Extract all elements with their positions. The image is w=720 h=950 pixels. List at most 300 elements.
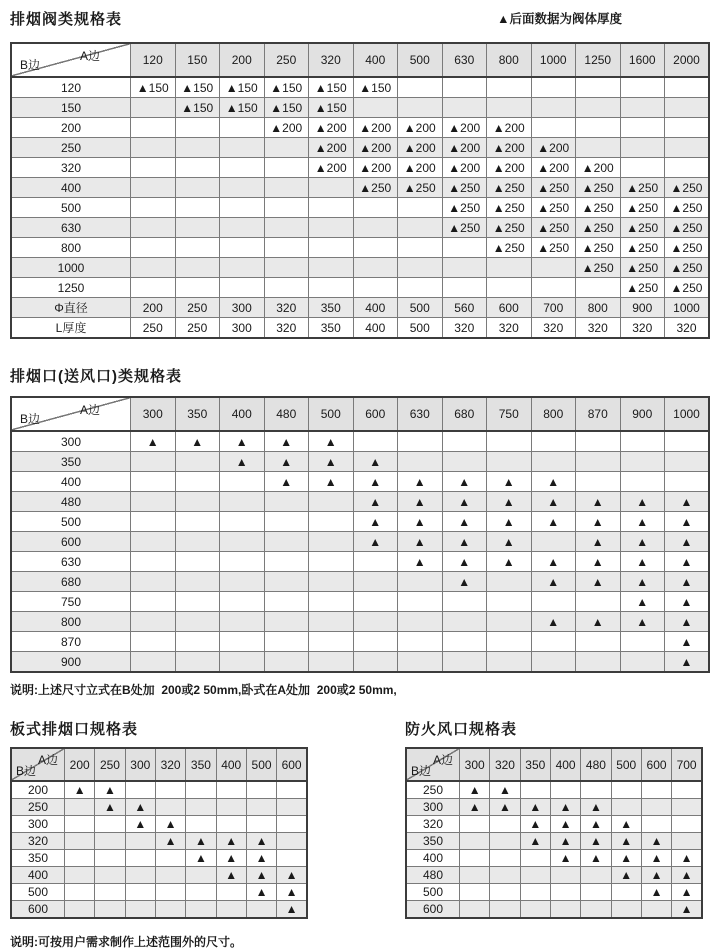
- empty-cell: [665, 98, 710, 118]
- empty-cell: [611, 901, 641, 919]
- spec-cell: ▲: [531, 472, 576, 492]
- empty-cell: [95, 816, 125, 833]
- spec-cell: ▲: [490, 781, 520, 799]
- empty-cell: [246, 816, 276, 833]
- table-row: [11, 431, 709, 452]
- table-row: [11, 238, 709, 258]
- empty-cell: [131, 198, 176, 218]
- spec-cell: ▲: [531, 492, 576, 512]
- spec-cell: ▲: [581, 833, 611, 850]
- empty-cell: [641, 799, 671, 816]
- empty-cell: [442, 278, 487, 298]
- empty-cell: [520, 781, 550, 799]
- empty-cell: [309, 652, 354, 673]
- spec-cell: ▲250: [531, 198, 576, 218]
- empty-cell: [531, 652, 576, 673]
- empty-cell: [309, 198, 354, 218]
- empty-cell: [487, 592, 532, 612]
- empty-cell: [95, 850, 125, 867]
- empty-cell: [442, 452, 487, 472]
- table-row: [406, 884, 702, 901]
- column-header: 320: [309, 43, 354, 77]
- spec-cell: ▲250: [665, 198, 710, 218]
- empty-cell: [665, 431, 710, 452]
- empty-cell: [487, 278, 532, 298]
- empty-cell: [620, 77, 665, 98]
- spec-cell: ▲: [665, 652, 710, 673]
- empty-cell: [611, 884, 641, 901]
- empty-cell: [442, 612, 487, 632]
- empty-cell: [264, 258, 309, 278]
- a-side-label: A边: [37, 753, 58, 767]
- column-header: 870: [576, 397, 621, 431]
- spec-cell: ▲: [442, 532, 487, 552]
- empty-cell: [487, 452, 532, 472]
- empty-cell: [175, 632, 220, 652]
- fire-damper-outlet-spec-table: [405, 747, 703, 919]
- table-row: [406, 781, 702, 799]
- column-header: 500: [611, 748, 641, 781]
- spec-cell: ▲: [665, 532, 710, 552]
- empty-cell: [665, 77, 710, 98]
- column-header: 1600: [620, 43, 665, 77]
- empty-cell: [487, 612, 532, 632]
- empty-cell: [672, 816, 702, 833]
- empty-cell: [175, 218, 220, 238]
- empty-cell: [186, 816, 216, 833]
- spec-cell: ▲: [309, 452, 354, 472]
- table-row: [11, 278, 709, 298]
- column-header: 400: [216, 748, 246, 781]
- spec-cell: ▲: [264, 472, 309, 492]
- empty-cell: [131, 572, 176, 592]
- empty-cell: [186, 799, 216, 816]
- empty-cell: [220, 592, 265, 612]
- spec-cell: ▲: [520, 816, 550, 833]
- spec-cell: ▲: [665, 632, 710, 652]
- column-header: 700: [672, 748, 702, 781]
- spec-cell: ▲200: [487, 118, 532, 138]
- empty-cell: [246, 799, 276, 816]
- empty-cell: [175, 572, 220, 592]
- empty-cell: [353, 431, 398, 452]
- row-header: 500: [11, 884, 65, 901]
- empty-cell: [220, 632, 265, 652]
- spec-cell: ▲: [550, 816, 580, 833]
- empty-cell: [353, 552, 398, 572]
- empty-cell: [442, 77, 487, 98]
- spec-cell: ▲: [620, 612, 665, 632]
- table-row: [11, 816, 307, 833]
- column-header: 1000: [531, 43, 576, 77]
- empty-cell: [576, 118, 621, 138]
- empty-cell: [620, 652, 665, 673]
- spec-cell: ▲: [665, 572, 710, 592]
- empty-cell: [442, 632, 487, 652]
- column-header: 600: [353, 397, 398, 431]
- spec-cell: 320: [665, 318, 710, 339]
- spec-cell: 250: [175, 298, 220, 318]
- bottom-note: 说明:可按用户需求制作上述范围外的尺寸。: [10, 935, 242, 949]
- spec-cell: ▲: [550, 833, 580, 850]
- empty-cell: [220, 198, 265, 218]
- empty-cell: [220, 138, 265, 158]
- spec-cell: ▲250: [487, 218, 532, 238]
- spec-cell: ▲: [95, 799, 125, 816]
- column-header: 500: [246, 748, 276, 781]
- empty-cell: [65, 799, 95, 816]
- row-header: 300: [406, 799, 460, 816]
- empty-cell: [309, 512, 354, 532]
- empty-cell: [264, 198, 309, 218]
- empty-cell: [353, 198, 398, 218]
- column-header: 1000: [665, 397, 710, 431]
- empty-cell: [125, 867, 155, 884]
- empty-cell: [641, 781, 671, 799]
- spec-cell: ▲250: [531, 218, 576, 238]
- empty-cell: [398, 218, 443, 238]
- empty-cell: [95, 901, 125, 919]
- table-row: [11, 592, 709, 612]
- empty-cell: [576, 278, 621, 298]
- spec-cell: ▲: [216, 867, 246, 884]
- empty-cell: [186, 901, 216, 919]
- empty-cell: [442, 652, 487, 673]
- spec-cell: ▲: [576, 612, 621, 632]
- empty-cell: [216, 781, 246, 799]
- empty-cell: [550, 884, 580, 901]
- empty-cell: [442, 431, 487, 452]
- spec-cell: ▲: [531, 512, 576, 532]
- spec-cell: ▲: [216, 833, 246, 850]
- empty-cell: [460, 867, 490, 884]
- spec-cell: ▲200: [531, 138, 576, 158]
- column-header: 800: [531, 397, 576, 431]
- empty-cell: [309, 238, 354, 258]
- empty-cell: [487, 77, 532, 98]
- spec-cell: 320: [442, 318, 487, 339]
- spec-cell: ▲: [611, 833, 641, 850]
- empty-cell: [175, 258, 220, 278]
- spec-cell: ▲200: [309, 118, 354, 138]
- row-header: 600: [11, 901, 65, 919]
- a-side-label: A边: [432, 753, 453, 767]
- spec-cell: ▲200: [353, 158, 398, 178]
- empty-cell: [581, 884, 611, 901]
- empty-cell: [175, 612, 220, 632]
- fire-outlet-section: [405, 718, 703, 919]
- empty-cell: [531, 431, 576, 452]
- row-header: L厚度: [11, 318, 131, 339]
- table-row: [11, 532, 709, 552]
- empty-cell: [611, 799, 641, 816]
- empty-cell: [665, 158, 710, 178]
- row-header: 630: [11, 552, 131, 572]
- empty-cell: [131, 552, 176, 572]
- empty-cell: [353, 652, 398, 673]
- row-header: 400: [11, 178, 131, 198]
- column-header: 200: [65, 748, 95, 781]
- empty-cell: [620, 472, 665, 492]
- spec-cell: 200: [131, 298, 176, 318]
- empty-cell: [576, 652, 621, 673]
- column-header: 500: [309, 397, 354, 431]
- empty-cell: [611, 781, 641, 799]
- column-header: 250: [95, 748, 125, 781]
- empty-cell: [175, 532, 220, 552]
- column-header: 120: [131, 43, 176, 77]
- empty-cell: [175, 178, 220, 198]
- spec-cell: ▲150: [264, 98, 309, 118]
- spec-cell: ▲250: [398, 178, 443, 198]
- section1-header: [10, 8, 710, 29]
- spec-cell: ▲200: [576, 158, 621, 178]
- row-header: 900: [11, 652, 131, 673]
- empty-cell: [264, 238, 309, 258]
- plate-smoke-outlet-spec-table: [10, 747, 308, 919]
- empty-cell: [531, 632, 576, 652]
- spec-cell: ▲: [576, 552, 621, 572]
- b-side-label: B边: [20, 412, 41, 426]
- spec-cell: ▲: [353, 452, 398, 472]
- b-side-label: B边: [411, 764, 432, 778]
- corner-diagonal-cell: [11, 43, 131, 77]
- spec-cell: ▲: [665, 512, 710, 532]
- spec-cell: ▲250: [576, 198, 621, 218]
- empty-cell: [220, 532, 265, 552]
- spec-cell: ▲150: [220, 77, 265, 98]
- column-header: 300: [131, 397, 176, 431]
- spec-cell: 1000: [665, 298, 710, 318]
- empty-cell: [220, 238, 265, 258]
- table4-title: 防火风口规格表: [405, 721, 518, 738]
- table-row: [11, 492, 709, 512]
- empty-cell: [620, 431, 665, 452]
- row-header: 800: [11, 238, 131, 258]
- empty-cell: [125, 884, 155, 901]
- empty-cell: [520, 850, 550, 867]
- spec-cell: ▲: [309, 431, 354, 452]
- spec-cell: 400: [353, 318, 398, 339]
- spec-cell: ▲: [246, 867, 276, 884]
- spec-cell: ▲: [611, 867, 641, 884]
- column-header: 250: [264, 43, 309, 77]
- table3-title: 板式排烟口规格表: [10, 721, 139, 738]
- spec-cell: ▲: [264, 452, 309, 472]
- plate-outlet-section: [10, 718, 308, 919]
- empty-cell: [155, 850, 185, 867]
- empty-cell: [131, 98, 176, 118]
- empty-cell: [460, 884, 490, 901]
- column-header: 2000: [665, 43, 710, 77]
- empty-cell: [581, 901, 611, 919]
- empty-cell: [186, 867, 216, 884]
- table-row: [11, 572, 709, 592]
- spec-cell: ▲200: [442, 158, 487, 178]
- spec-cell: ▲250: [576, 258, 621, 278]
- empty-cell: [131, 472, 176, 492]
- spec-cell: ▲200: [487, 158, 532, 178]
- column-header: 400: [353, 43, 398, 77]
- empty-cell: [220, 472, 265, 492]
- spec-cell: ▲: [216, 850, 246, 867]
- mid-note: 说明:上述尺寸立式在B处加 200或2 50mm,卧式在A处加 200或2 50mm,: [10, 683, 397, 697]
- column-header: 350: [175, 397, 220, 431]
- empty-cell: [442, 592, 487, 612]
- spec-cell: ▲200: [531, 158, 576, 178]
- spec-cell: ▲: [65, 781, 95, 799]
- spec-cell: ▲250: [531, 178, 576, 198]
- empty-cell: [487, 431, 532, 452]
- row-header: Φ直径: [11, 298, 131, 318]
- spec-cell: 350: [309, 298, 354, 318]
- spec-cell: 320: [531, 318, 576, 339]
- empty-cell: [398, 652, 443, 673]
- empty-cell: [576, 632, 621, 652]
- spec-cell: ▲: [398, 552, 443, 572]
- spec-cell: 500: [398, 298, 443, 318]
- spec-cell: ▲: [442, 512, 487, 532]
- spec-cell: ▲: [581, 799, 611, 816]
- empty-cell: [487, 98, 532, 118]
- spec-cell: ▲: [641, 850, 671, 867]
- column-header: 480: [264, 397, 309, 431]
- empty-cell: [264, 218, 309, 238]
- row-header: 1000: [11, 258, 131, 278]
- column-header: 800: [487, 43, 532, 77]
- spec-cell: ▲: [487, 472, 532, 492]
- spec-cell: ▲150: [264, 77, 309, 98]
- spec-cell: ▲: [155, 816, 185, 833]
- spec-cell: ▲: [353, 512, 398, 532]
- spec-cell: ▲200: [309, 158, 354, 178]
- row-header: 350: [11, 452, 131, 472]
- spec-cell: 900: [620, 298, 665, 318]
- table-row: [11, 512, 709, 532]
- empty-cell: [65, 816, 95, 833]
- empty-cell: [131, 612, 176, 632]
- spec-cell: ▲200: [264, 118, 309, 138]
- empty-cell: [246, 901, 276, 919]
- empty-cell: [220, 258, 265, 278]
- table-row: [11, 218, 709, 238]
- empty-cell: [487, 572, 532, 592]
- empty-cell: [220, 652, 265, 673]
- table-row: [11, 98, 709, 118]
- column-header: 900: [620, 397, 665, 431]
- empty-cell: [131, 238, 176, 258]
- spec-cell: ▲250: [442, 198, 487, 218]
- row-header: 350: [406, 833, 460, 850]
- empty-cell: [309, 492, 354, 512]
- empty-cell: [576, 592, 621, 612]
- spec-cell: ▲: [125, 816, 155, 833]
- empty-cell: [175, 138, 220, 158]
- spec-cell: ▲200: [398, 158, 443, 178]
- empty-cell: [576, 77, 621, 98]
- empty-cell: [353, 592, 398, 612]
- column-header: 150: [175, 43, 220, 77]
- empty-cell: [131, 452, 176, 472]
- spec-cell: ▲: [611, 816, 641, 833]
- empty-cell: [216, 799, 246, 816]
- empty-cell: [131, 592, 176, 612]
- row-header: 200: [11, 781, 65, 799]
- spec-cell: ▲: [531, 612, 576, 632]
- empty-cell: [531, 77, 576, 98]
- empty-cell: [641, 901, 671, 919]
- spec-cell: 500: [398, 318, 443, 339]
- empty-cell: [309, 532, 354, 552]
- spec-cell: ▲: [665, 552, 710, 572]
- empty-cell: [576, 452, 621, 472]
- column-header: 680: [442, 397, 487, 431]
- empty-cell: [309, 552, 354, 572]
- spec-cell: ▲200: [398, 138, 443, 158]
- empty-cell: [309, 178, 354, 198]
- row-header: 480: [406, 867, 460, 884]
- corner-diagonal-cell: [11, 397, 131, 431]
- empty-cell: [277, 850, 307, 867]
- empty-cell: [398, 592, 443, 612]
- a-side-label: A边: [79, 403, 100, 417]
- spec-cell: ▲: [460, 799, 490, 816]
- empty-cell: [309, 632, 354, 652]
- empty-cell: [216, 816, 246, 833]
- empty-cell: [65, 901, 95, 919]
- empty-cell: [220, 218, 265, 238]
- empty-cell: [277, 816, 307, 833]
- spec-cell: 250: [175, 318, 220, 339]
- empty-cell: [155, 901, 185, 919]
- table-row: [11, 867, 307, 884]
- b-side-label: B边: [16, 764, 37, 778]
- empty-cell: [264, 552, 309, 572]
- table-row: [11, 799, 307, 816]
- row-header: 480: [11, 492, 131, 512]
- empty-cell: [353, 238, 398, 258]
- empty-cell: [520, 884, 550, 901]
- legend-note: ▲后面数据为阀体厚度: [497, 12, 622, 26]
- spec-cell: ▲250: [665, 178, 710, 198]
- empty-cell: [531, 258, 576, 278]
- column-header: 350: [520, 748, 550, 781]
- spec-cell: 320: [487, 318, 532, 339]
- empty-cell: [264, 572, 309, 592]
- empty-cell: [264, 532, 309, 552]
- empty-cell: [672, 799, 702, 816]
- row-header: 750: [11, 592, 131, 612]
- empty-cell: [442, 238, 487, 258]
- table-row: [11, 552, 709, 572]
- table-row: [11, 652, 709, 673]
- empty-cell: [460, 833, 490, 850]
- empty-cell: [264, 632, 309, 652]
- table-row: [406, 833, 702, 850]
- spec-cell: ▲: [611, 850, 641, 867]
- row-header: 250: [11, 799, 65, 816]
- empty-cell: [175, 452, 220, 472]
- spec-cell: 700: [531, 298, 576, 318]
- spec-cell: ▲250: [442, 218, 487, 238]
- empty-cell: [175, 278, 220, 298]
- column-header: 320: [155, 748, 185, 781]
- spec-cell: ▲: [398, 512, 443, 532]
- empty-cell: [65, 833, 95, 850]
- table-row: [11, 258, 709, 278]
- empty-cell: [672, 833, 702, 850]
- empty-cell: [398, 612, 443, 632]
